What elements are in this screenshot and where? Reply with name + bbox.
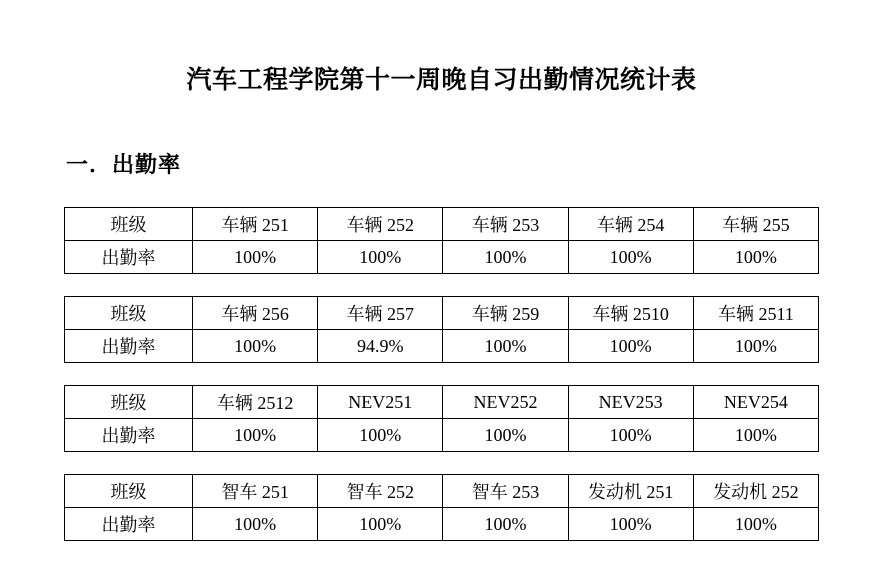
attendance-table-2: [64, 296, 819, 363]
attendance-tables: [0, 179, 883, 541]
table-row-label: 出勤率: [65, 330, 193, 363]
table-cell: 100%: [318, 419, 443, 452]
table-header-cell: 车辆 252: [318, 208, 443, 241]
table-row: [65, 386, 819, 419]
table-header-cell: NEV253: [568, 386, 693, 419]
table-header-cell: 发动机 251: [568, 475, 693, 508]
table-cell: 100%: [443, 241, 568, 274]
table-cell: 100%: [568, 241, 693, 274]
table-row: [65, 330, 819, 363]
table-cell: 100%: [693, 330, 818, 363]
table-row-label: 出勤率: [65, 508, 193, 541]
table-header-cell: 智车 252: [318, 475, 443, 508]
table-cell: 100%: [193, 241, 318, 274]
table-header-cell: 车辆 254: [568, 208, 693, 241]
table-header-cell: 车辆 255: [693, 208, 818, 241]
table-row: [65, 297, 819, 330]
table-row: [65, 208, 819, 241]
table-header-cell: 车辆 256: [193, 297, 318, 330]
table-cell: 100%: [193, 508, 318, 541]
table-header-label: 班级: [65, 475, 193, 508]
table-cell: 94.9%: [318, 330, 443, 363]
attendance-table-1: [64, 207, 819, 274]
table-cell: 100%: [318, 241, 443, 274]
table-header-cell: 发动机 252: [693, 475, 818, 508]
table-cell: 100%: [693, 241, 818, 274]
table-header-cell: 车辆 2511: [693, 297, 818, 330]
table-cell: 100%: [318, 508, 443, 541]
attendance-table-3: [64, 385, 819, 452]
table-cell: 100%: [193, 419, 318, 452]
table-header-label: 班级: [65, 386, 193, 419]
section-heading: 一．出勤率: [66, 152, 182, 177]
table-header-cell: 车辆 253: [443, 208, 568, 241]
table-header-cell: 车辆 2510: [568, 297, 693, 330]
page-title: 汽车工程学院第十一周晚自习出勤情况统计表: [186, 66, 697, 94]
table-row: [65, 419, 819, 452]
table-header-label: 班级: [65, 297, 193, 330]
table-cell: 100%: [443, 508, 568, 541]
table-cell: 100%: [568, 508, 693, 541]
table-row-label: 出勤率: [65, 241, 193, 274]
table-row: [65, 475, 819, 508]
table-cell: 100%: [443, 419, 568, 452]
table-header-cell: NEV251: [318, 386, 443, 419]
table-header-cell: NEV252: [443, 386, 568, 419]
table-cell: 100%: [568, 330, 693, 363]
table-row-label: 出勤率: [65, 419, 193, 452]
table-header-cell: 智车 251: [193, 475, 318, 508]
attendance-table-4: [64, 474, 819, 541]
table-cell: 100%: [693, 419, 818, 452]
table-header-cell: 车辆 251: [193, 208, 318, 241]
table-cell: 100%: [193, 330, 318, 363]
table-header-cell: 车辆 259: [443, 297, 568, 330]
table-row: [65, 508, 819, 541]
table-row: [65, 241, 819, 274]
table-header-cell: 车辆 257: [318, 297, 443, 330]
table-header-label: 班级: [65, 208, 193, 241]
table-cell: 100%: [443, 330, 568, 363]
table-header-cell: 车辆 2512: [193, 386, 318, 419]
table-header-cell: 智车 253: [443, 475, 568, 508]
table-header-cell: NEV254: [693, 386, 818, 419]
table-cell: 100%: [693, 508, 818, 541]
table-cell: 100%: [568, 419, 693, 452]
